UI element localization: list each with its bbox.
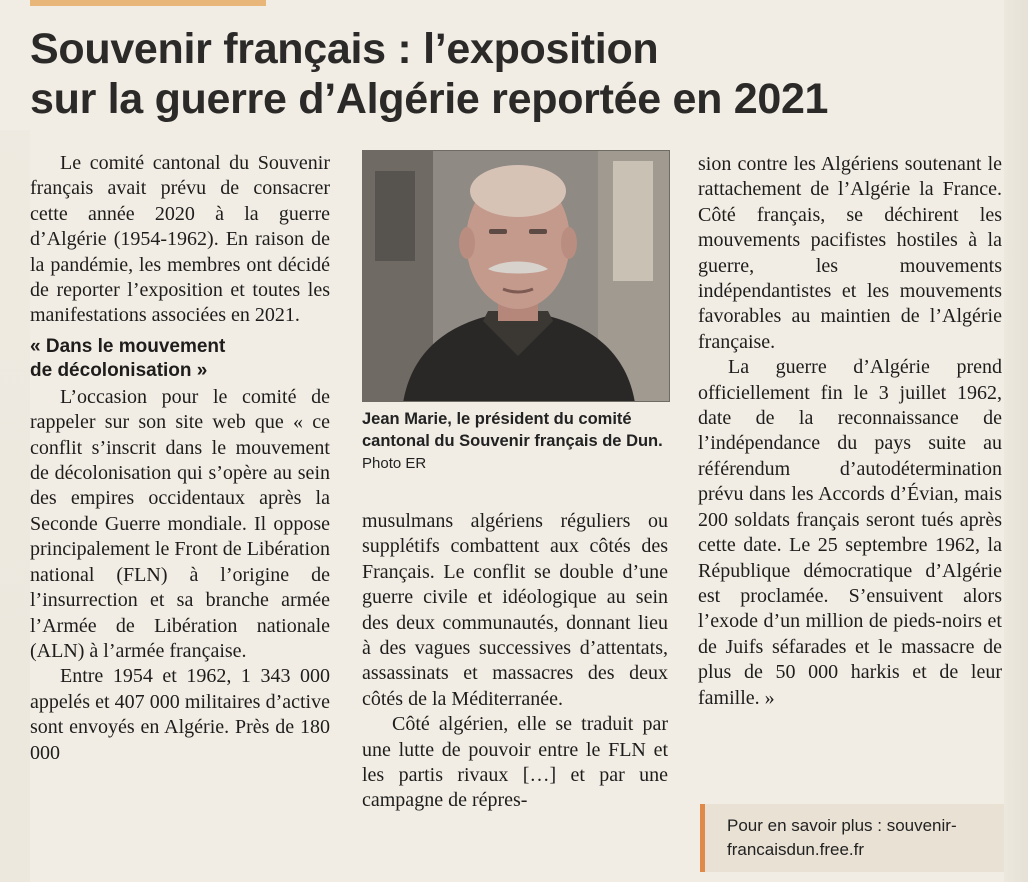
- paragraph-figures: Entre 1954 et 1962, 1 343 000 appelés et 407 000 militaires d’active sont envoyés en Algérie. Près de 180 000: [30, 665, 330, 764]
- headline-line-1: Souvenir français : l’exposition: [30, 25, 659, 73]
- article-column-3: [698, 152, 1002, 711]
- portrait-illustration: [363, 151, 670, 402]
- more-info-line-1: Pour en savoir plus : souvenir-: [727, 816, 957, 835]
- paragraph-end-of-war: La guerre d’Algérie prend officiellement fin le 3 juillet 1962, date de la reconnaissance de l’indépendance du pays suite au référendum d’autodétermination prévu dans les Accords d’Évian, mais 200 soldats français seront tués après cette date. Le 25 septembre 1962, la République démocratique d’Algérie est proclamée. S’ensuivent alors l’exode d’un million de pieds-noirs et de Juifs séfarades et le massacre de plus de 50 000 harkis et de leur famille. »: [698, 356, 1002, 709]
- article-column-2: [362, 509, 668, 814]
- photo-caption: [362, 408, 672, 475]
- article-headline: [30, 24, 990, 124]
- paragraph-decolonisation: L’occasion pour le comité de rappeler sur son site web que « ce conflit s’inscrit dans le mouvement de décolonisation qui s’opère au sein des empires occidentaux après la Seconde Guerre mondiale. Il oppose principalement le Front de Libération national (FLN) à l’origine de l’insurrection et sa branche armée l’Armée de Libération nationale (ALN) à l’armée française.: [30, 385, 330, 662]
- photo-credit: Photo ER: [362, 455, 427, 472]
- adjacent-page-bleed-left: [0, 130, 30, 882]
- paragraph-french-side: sion contre les Algériens soutenant le rattachement de l’Algérie la France. Côté français, se déchirent les mouvements pacifistes hostiles à la guerre, les mouvements indépendantistes et les mouvements favorables au maintien de l’Algérie française.: [698, 153, 1002, 353]
- caption-text: Jean Marie, le président du comité cantonal du Souvenir français de Dun.: [362, 410, 663, 450]
- more-info-box: [700, 804, 1004, 872]
- article-column-1: [30, 151, 330, 766]
- more-info-link[interactable]: francaisdun.free.fr: [727, 840, 865, 859]
- subheading-line-1: « Dans le mouvement: [30, 335, 226, 357]
- adjacent-page-bleed-right: [1004, 0, 1028, 882]
- paragraph-intro: Le comité cantonal du Souvenir français avait prévu de consacrer cette année 2020 à la guerre d’Algérie (1954-1962). En raison de la pandémie, les membres ont décidé de reporter l’exposition et toutes les manifestations associées en 2021.: [30, 152, 330, 327]
- subheading-line-2: de décolonisation »: [30, 359, 208, 381]
- section-accent-bar: [30, 0, 266, 6]
- subheading: [30, 335, 330, 383]
- portrait-photo: [362, 150, 670, 402]
- paragraph-civil-war: musulmans algériens réguliers ou supplétifs combattent aux côtés des Français. Le conflit se double d’une guerre civile et idéologique au sein des deux communautés, donnant lieu à des vagues successives d’attentats, assassinats et massacres des deux côtés de la Méditerranée.: [362, 510, 668, 710]
- paragraph-algerian-side: Côté algérien, elle se traduit par une lutte de pouvoir entre le FLN et les partis rivaux […] et par une campagne de répres-: [362, 713, 668, 812]
- headline-line-2: sur la guerre d’Algérie reportée en 2021: [30, 75, 829, 123]
